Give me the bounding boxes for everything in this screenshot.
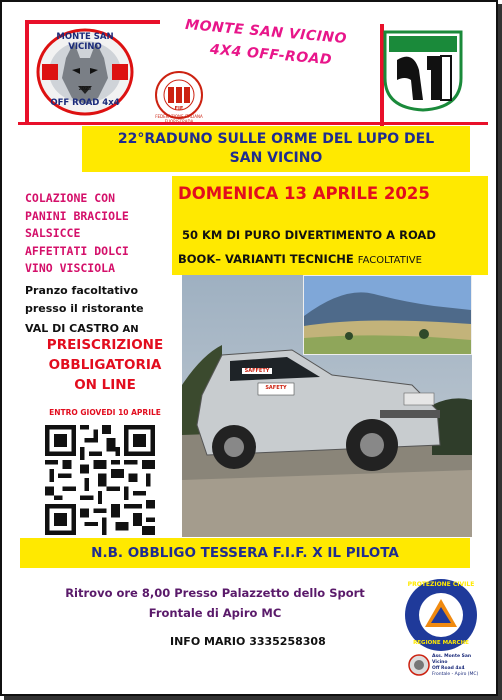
- club-logo: [36, 28, 134, 116]
- header-title-line2: 4X4 OFF-ROAD: [209, 41, 333, 69]
- club-logo-year: 2023: [78, 86, 92, 92]
- registration-line3: ON LINE: [74, 377, 136, 393]
- footer-badge-line3: Frontale - Apiro (MC): [432, 672, 479, 677]
- footer-badge-line2: Off Road 4x4: [432, 666, 465, 671]
- info-contact: INFO MARIO 3335258308: [170, 635, 326, 648]
- club-logo-top-text: MONTE SAN VICINO: [56, 32, 114, 52]
- registration-deadline: ENTRO GIOVEDI 10 APRILE: [49, 408, 161, 417]
- mountain-landscape-icon: [304, 276, 471, 354]
- footer-badge: [408, 654, 482, 676]
- frame-shadow-right: [498, 4, 502, 700]
- registration-line2: OBBLIGATORIA: [48, 357, 162, 373]
- civil-protection-ring-top: PROTEZIONE CIVILE: [407, 581, 475, 588]
- event-title-line1: 22°RADUNO SULLE ORME DEL LUPO DEL: [117, 131, 435, 147]
- mini-wolf-logo-icon: [408, 654, 430, 676]
- header-title-line1: MONTE SAN VICINO: [184, 16, 348, 48]
- menu-item: AFFETTATI DOLCI: [25, 243, 129, 258]
- meeting-line1: Ritrovo ore 8,00 Presso Palazzetto dello Sport: [65, 586, 365, 600]
- qr-code-icon: [45, 425, 155, 535]
- registration-info: [25, 335, 185, 395]
- frame-shadow-bottom: [4, 696, 502, 700]
- footer-badge-line1: Ass. Monte San Vicino: [432, 654, 472, 665]
- regione-marche-icon: [383, 30, 463, 112]
- civil-protection-ring-bottom: REGIONE MARCHE: [413, 640, 469, 646]
- header-divider: [18, 122, 488, 125]
- meeting-line2: Frontale di Apiro MC: [148, 606, 282, 620]
- protezione-civile-logo: [403, 577, 479, 653]
- landscape-inset-photo: [303, 275, 472, 355]
- route-line1: 50 KM DI PURO DIVERTIMENTO A ROAD: [182, 228, 436, 242]
- lunch-info: [25, 282, 195, 339]
- left-red-line: [25, 20, 29, 122]
- registration-qr-code[interactable]: [45, 425, 155, 535]
- date-banner: [172, 176, 488, 275]
- restaurant-name: VAL DI CASTRO: [25, 322, 120, 335]
- menu-item: PANINI BRACIOLE: [25, 208, 129, 223]
- note-banner: N.B. OBBLIGO TESSERA F.I.F. X IL PILOTA: [20, 538, 470, 568]
- restaurant-province: AN: [122, 324, 139, 335]
- event-title-line2: SAN VICINO: [229, 150, 323, 166]
- meeting-info: [25, 583, 405, 623]
- regione-marche-logo: [383, 30, 463, 112]
- windshield-sticker: SAFFETY: [242, 368, 272, 374]
- fif-letters: FIF: [174, 106, 184, 112]
- registration-line1: PREISCRIZIONE: [46, 337, 164, 353]
- menu-item: SALSICCE: [25, 226, 81, 240]
- lunch-line2: presso il ristorante: [25, 302, 144, 315]
- fif-logo: [148, 70, 210, 124]
- fif-ring-text: FEDERAZIONE ITALIANA FUORISTRADA: [155, 114, 203, 124]
- menu-item: VINO VISCIOLA: [25, 261, 116, 275]
- menu-item: COLAZIONE CON: [25, 191, 116, 205]
- club-logo-bottom-text: OFF ROAD 4x4: [50, 98, 120, 108]
- top-red-line: [25, 20, 160, 24]
- fif-logo-icon: [148, 70, 210, 120]
- route-line2-main: BOOK– VARIANTI TECNICHE: [178, 252, 354, 266]
- door-sticker: SAFETY: [265, 385, 287, 391]
- breakfast-menu: [25, 190, 185, 278]
- route-line2: [178, 252, 484, 266]
- footer-badge-text: [432, 654, 484, 678]
- event-date: DOMENICA 13 APRILE 2025: [178, 184, 430, 203]
- lunch-line1: Pranzo facoltativo: [25, 284, 139, 297]
- route-line2-small: FACOLTATIVE: [357, 255, 422, 266]
- event-banner: [82, 126, 470, 172]
